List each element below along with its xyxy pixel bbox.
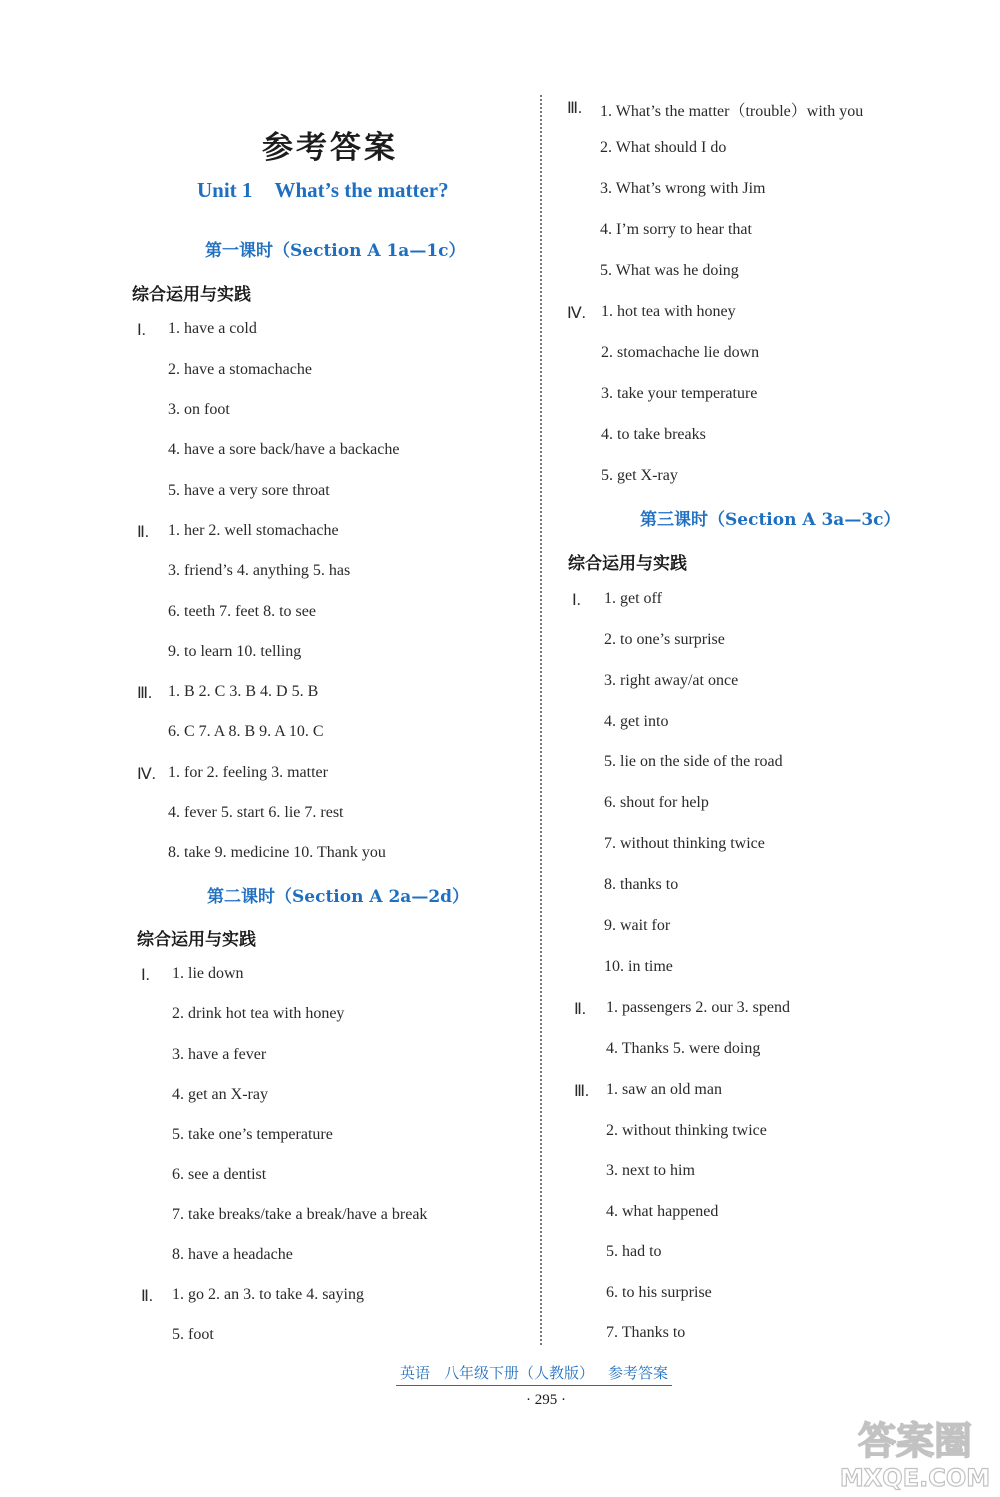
- answer-line: 8. have a headache: [172, 1246, 293, 1263]
- answer-line: 4. to take breaks: [601, 426, 706, 443]
- answer-line: 3. on foot: [168, 401, 230, 418]
- answer-line: 3. take your temperature: [601, 385, 758, 402]
- answer-line: 1. B 2. C 3. B 4. D 5. B: [168, 683, 319, 700]
- footer-label: 参考答案: [608, 1364, 669, 1382]
- answer-line: 2. to one’s surprise: [604, 631, 725, 648]
- section-heading-1: 第一课时（Section A 1a—1c）: [205, 241, 466, 261]
- answer-line: 1. for 2. feeling 3. matter: [168, 764, 328, 781]
- answer-line: 2. drink hot tea with honey: [172, 1005, 345, 1022]
- page-number: · 295 ·: [526, 1392, 566, 1408]
- answer-line: 5. What was he doing: [600, 262, 739, 279]
- answer-line: 2. have a stomachache: [168, 361, 312, 378]
- answer-line: 1. hot tea with honey: [601, 303, 736, 320]
- subheading-3: 综合运用与实践: [568, 554, 687, 574]
- answer-line: 5. lie on the side of the road: [604, 753, 783, 770]
- answer-line: 1. her 2. well stomachache: [168, 522, 339, 539]
- answer-line: 1. have a cold: [168, 320, 257, 337]
- answer-line: 10. in time: [604, 958, 673, 975]
- roman-numeral: Ⅲ.: [574, 1083, 590, 1100]
- answer-line: 5. have a very sore throat: [168, 482, 330, 499]
- answer-line: 2. stomachache lie down: [601, 344, 760, 361]
- answer-line: 4. Thanks 5. were doing: [606, 1040, 761, 1057]
- roman-numeral: Ⅰ.: [141, 967, 150, 984]
- answer-line: 8. thanks to: [604, 876, 679, 893]
- roman-numeral: Ⅱ.: [137, 524, 149, 541]
- answer-line: 9. wait for: [604, 917, 671, 934]
- roman-numeral: Ⅳ.: [137, 766, 156, 783]
- answer-line: 7. without thinking twice: [604, 835, 765, 852]
- answer-line: 1. lie down: [172, 965, 244, 982]
- answer-line: 3. friend’s 4. anything 5. has: [168, 562, 351, 579]
- svg-text:MXQE.COM: MXQE.COM: [840, 1464, 990, 1492]
- answer-line: 5. foot: [172, 1326, 214, 1343]
- answer-line: 6. shout for help: [604, 794, 709, 811]
- page-title: 参考答案: [262, 130, 398, 166]
- answer-line: 6. see a dentist: [172, 1166, 267, 1183]
- unit-title: [197, 178, 449, 203]
- answer-line: 6. teeth 7. feet 8. to see: [168, 603, 316, 620]
- column-divider: [540, 95, 542, 1345]
- answer-line: 1. What’s the matter（trouble）with you: [600, 103, 864, 120]
- answer-line: 8. take 9. medicine 10. Thank you: [168, 844, 386, 861]
- unit-number: Unit 1: [197, 178, 253, 202]
- answer-line: 4. what happened: [606, 1203, 719, 1220]
- watermark-logo: [840, 1410, 990, 1492]
- answer-line: 7. Thanks to: [606, 1324, 686, 1341]
- page-footer: [396, 1362, 672, 1386]
- answer-line: 3. have a fever: [172, 1046, 267, 1063]
- section-heading-2: 第二课时（Section A 2a—2d）: [207, 887, 470, 907]
- roman-numeral: Ⅰ.: [572, 592, 581, 609]
- roman-numeral: Ⅱ.: [574, 1001, 586, 1018]
- subheading-2: 综合运用与实践: [137, 930, 256, 950]
- footer-grade: 八年级下册（人教版）: [444, 1364, 595, 1382]
- answer-line: 4. get an X-ray: [172, 1086, 268, 1103]
- answer-line: 1. go 2. an 3. to take 4. saying: [172, 1286, 364, 1303]
- subheading-1: 综合运用与实践: [132, 285, 251, 305]
- answer-line: 1. passengers 2. our 3. spend: [606, 999, 790, 1016]
- answer-line: 2. without thinking twice: [606, 1122, 767, 1139]
- roman-numeral: Ⅲ.: [137, 685, 153, 702]
- answer-line: 4. I’m sorry to hear that: [600, 221, 752, 238]
- footer-subject: 英语: [400, 1364, 431, 1382]
- answer-line: 4. fever 5. start 6. lie 7. rest: [168, 804, 344, 821]
- roman-numeral: Ⅰ.: [137, 322, 146, 339]
- answer-line: 5. get X-ray: [601, 467, 678, 484]
- svg-text:答案圈: 答案圈: [857, 1419, 973, 1463]
- answer-line: 1. get off: [604, 590, 662, 607]
- answer-line: 7. take breaks/take a break/have a break: [172, 1206, 428, 1223]
- answer-line: 3. What’s wrong with Jim: [600, 180, 766, 197]
- answer-line: 4. get into: [604, 713, 669, 730]
- answer-line: 3. right away/at once: [604, 672, 739, 689]
- answer-line: 2. What should I do: [600, 139, 727, 156]
- answer-line: 6. to his surprise: [606, 1284, 712, 1301]
- answer-line: 9. to learn 10. telling: [168, 643, 302, 660]
- answer-line: 5. take one’s temperature: [172, 1126, 333, 1143]
- roman-numeral: Ⅲ.: [567, 100, 583, 117]
- section-heading-3: 第三课时（Section A 3a—3c）: [640, 510, 901, 530]
- answer-line: 3. next to him: [606, 1162, 695, 1179]
- answer-line: 6. C 7. A 8. B 9. A 10. C: [168, 723, 324, 740]
- answer-line: 4. have a sore back/have a backache: [168, 441, 400, 458]
- roman-numeral: Ⅱ.: [141, 1288, 153, 1305]
- answer-line: 1. saw an old man: [606, 1081, 722, 1098]
- roman-numeral: Ⅳ.: [567, 305, 586, 322]
- unit-name: What’s the matter?: [274, 178, 449, 202]
- answer-line: 5. had to: [606, 1243, 662, 1260]
